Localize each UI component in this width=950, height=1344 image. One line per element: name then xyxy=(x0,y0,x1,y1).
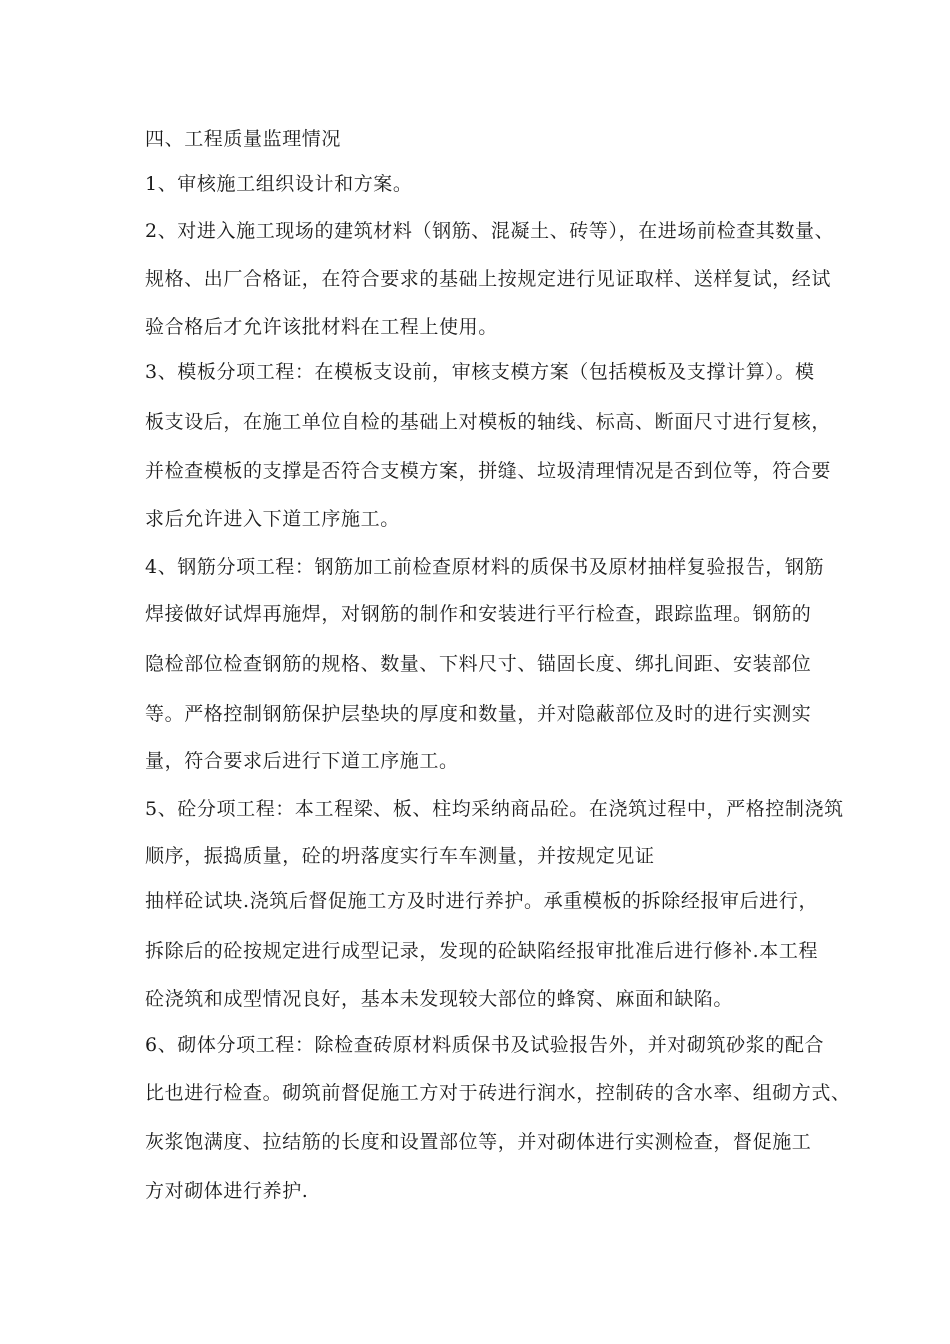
text-line: 隐检部位检查钢筋的规格、数量、下料尺寸、锚固长度、绑扎间距、安装部位 xyxy=(145,653,812,675)
section-title: 四、工程质量监理情况 xyxy=(145,128,342,150)
text-line: 灰浆饱满度、拉结筋的长度和设置部位等，并对砌体进行实测检查，督促施工 xyxy=(145,1131,812,1153)
text-line: 板支设后，在施工单位自检的基础上对模板的轴线、标高、断面尺寸进行复核， xyxy=(145,411,832,433)
text-line: 等。严格控制钢筋保护层垫块的厚度和数量，并对隐蔽部位及时的进行实测实 xyxy=(145,703,812,725)
text-line: 焊接做好试焊再施焊，对钢筋的制作和安装进行平行检查，跟踪监理。钢筋的 xyxy=(145,603,812,625)
text-line: 顺序，振捣质量，砼的坍落度实行车车测量，并按规定见证 xyxy=(145,845,655,867)
text-line: 4、钢筋分项工程：钢筋加工前检查原材料的质保书及原材抽样复验报告，钢筋 xyxy=(145,556,825,578)
text-line: 求后允许进入下道工序施工。 xyxy=(145,508,400,530)
text-line: 并检查模板的支撑是否符合支模方案，拼缝、垃圾清理情况是否到位等，符合要 xyxy=(145,460,832,482)
text-line: 6、砌体分项工程：除检查砖原材料质保书及试验报告外，并对砌筑砂浆的配合 xyxy=(145,1034,825,1056)
text-line: 量，符合要求后进行下道工序施工。 xyxy=(145,750,459,772)
text-line: 比也进行检查。砌筑前督促施工方对于砖进行润水，控制砖的含水率、组砌方式、 xyxy=(145,1082,851,1104)
text-line: 5、砼分项工程：本工程梁、板、柱均采纳商品砼。在浇筑过程中，严格控制浇筑 xyxy=(145,798,844,820)
text-line: 验合格后才允许该批材料在工程上使用。 xyxy=(145,316,498,338)
text-line: 拆除后的砼按规定进行成型记录，发现的砼缺陷经报审批准后进行修补.本工程 xyxy=(145,940,819,962)
text-line: 抽样砼试块.浇筑后督促施工方及时进行养护。承重模板的拆除经报审后进行， xyxy=(145,890,819,912)
text-line: 3、模板分项工程：在模板支设前，审核支模方案（包括模板及支撑计算）。模 xyxy=(145,361,815,383)
text-line: 方对砌体进行养护. xyxy=(145,1180,309,1202)
text-line: 规格、出厂合格证，在符合要求的基础上按规定进行见证取样、送样复试，经试 xyxy=(145,268,832,290)
text-line: 1、审核施工组织设计和方案。 xyxy=(145,173,413,195)
text-line: 2、对进入施工现场的建筑材料（钢筋、混凝土、砖等），在进场前检查其数量、 xyxy=(145,220,835,242)
text-line: 砼浇筑和成型情况良好，基本未发现较大部位的蜂窝、麻面和缺陷。 xyxy=(145,988,734,1010)
